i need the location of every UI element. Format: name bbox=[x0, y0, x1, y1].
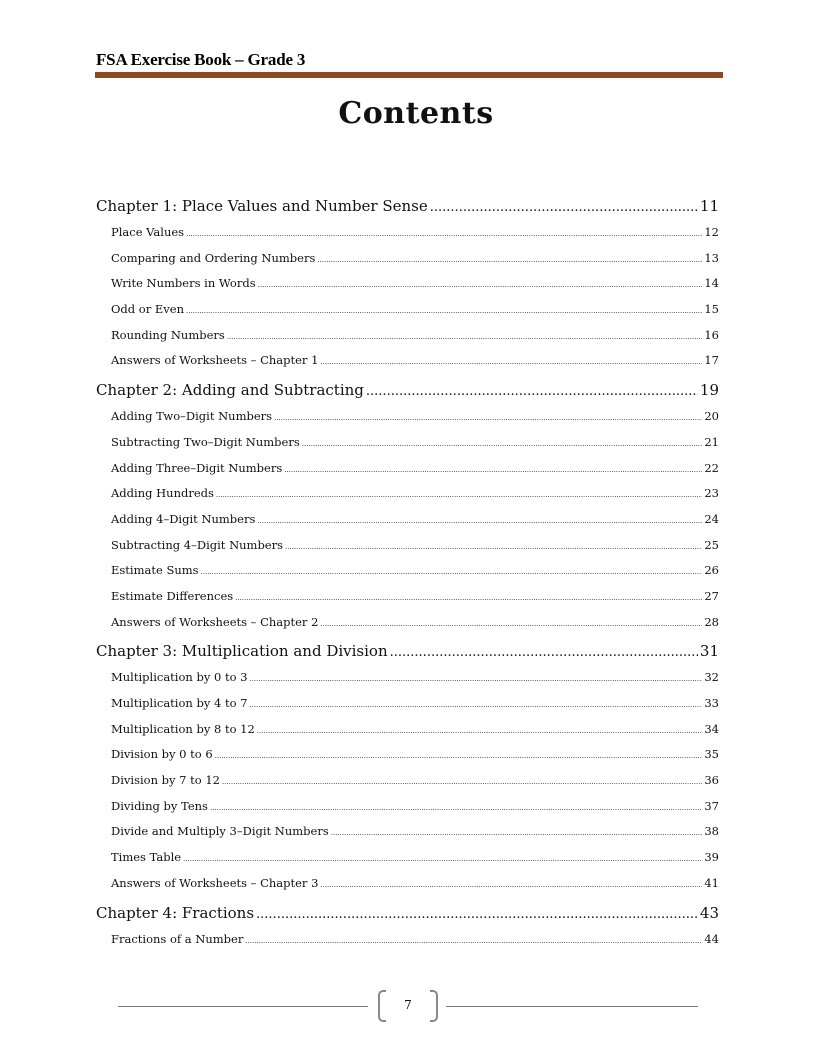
page-number-bracket-right bbox=[430, 990, 438, 1022]
toc-section-entry[interactable] bbox=[111, 615, 719, 641]
toc-section-title: Dividing by Tens bbox=[111, 798, 208, 813]
toc-section-title: Divide and Multiply 3–Digit Numbers bbox=[111, 824, 329, 839]
toc-section-page: 22 bbox=[704, 460, 719, 475]
toc-section-page: 35 bbox=[704, 747, 719, 762]
toc-section-entry[interactable] bbox=[111, 589, 719, 615]
toc-section-entry[interactable] bbox=[111, 328, 719, 354]
toc-section-entry[interactable] bbox=[111, 225, 719, 251]
toc-section-page: 28 bbox=[704, 614, 719, 629]
toc-section-page: 25 bbox=[704, 537, 719, 552]
toc-chapter-title: Chapter 3: Multiplication and Division bbox=[96, 642, 388, 661]
toc-leader-dots bbox=[257, 517, 702, 525]
toc-leader-dots bbox=[302, 440, 703, 448]
toc-section-page: 23 bbox=[704, 486, 719, 501]
toc-section-entry[interactable] bbox=[111, 486, 719, 512]
toc-section-entry[interactable] bbox=[111, 302, 719, 328]
toc-section-page: 36 bbox=[704, 773, 719, 788]
toc-section-page: 26 bbox=[704, 563, 719, 578]
running-header-title: FSA Exercise Book – Grade 3 bbox=[96, 50, 306, 69]
toc-section-title: Times Table bbox=[111, 850, 182, 865]
toc-section-entry[interactable] bbox=[111, 353, 719, 379]
toc-section-entry[interactable] bbox=[111, 773, 719, 799]
toc-leader-dots bbox=[216, 491, 702, 499]
toc-section-entry[interactable] bbox=[111, 824, 719, 850]
toc-leader-dots bbox=[256, 907, 698, 922]
toc-section-title: Place Values bbox=[111, 225, 185, 239]
toc-leader-dots bbox=[235, 594, 702, 602]
toc-leader-dots bbox=[366, 384, 698, 399]
toc-leader-dots bbox=[284, 466, 702, 474]
toc-leader-dots bbox=[390, 645, 698, 660]
toc-section-entry[interactable] bbox=[111, 850, 719, 876]
toc-chapter-entry[interactable] bbox=[96, 902, 719, 932]
toc-section-page: 13 bbox=[704, 250, 719, 265]
toc-section-title: Division by 7 to 12 bbox=[111, 773, 220, 788]
toc-section-entry[interactable] bbox=[111, 563, 719, 589]
toc-section-title: Fractions of a Number bbox=[111, 931, 244, 946]
toc-section-title: Answers of Worksheets – Chapter 2 bbox=[111, 614, 319, 629]
toc-section-title: Multiplication by 8 to 12 bbox=[111, 721, 255, 736]
toc-leader-dots bbox=[183, 855, 702, 863]
toc-chapter-entry[interactable] bbox=[96, 379, 719, 409]
toc-section-title: Multiplication by 4 to 7 bbox=[111, 696, 248, 710]
toc-section-entry[interactable] bbox=[111, 696, 719, 722]
toc-leader-dots bbox=[331, 829, 703, 837]
toc-chapter-entry[interactable] bbox=[96, 640, 719, 670]
toc-section-title: Adding Three–Digit Numbers bbox=[111, 460, 283, 475]
toc-section-page: 14 bbox=[704, 276, 719, 291]
toc-section-title: Odd or Even bbox=[111, 302, 184, 317]
toc-section-page: 17 bbox=[704, 353, 719, 368]
toc-section-page: 16 bbox=[704, 327, 719, 342]
toc-section-entry[interactable] bbox=[111, 670, 719, 696]
toc-section-entry[interactable] bbox=[111, 409, 719, 435]
toc-section-entry[interactable] bbox=[111, 538, 719, 564]
toc-leader-dots bbox=[201, 568, 703, 576]
toc-section-page: 38 bbox=[704, 824, 719, 839]
toc-section-page: 33 bbox=[704, 696, 719, 710]
toc-section-page: 21 bbox=[704, 434, 719, 449]
toc-section-page: 41 bbox=[704, 875, 719, 890]
toc-section-title: Subtracting 4–Digit Numbers bbox=[111, 537, 284, 552]
toc-section-title: Answers of Worksheets – Chapter 3 bbox=[111, 875, 319, 890]
toc-section-title: Multiplication by 0 to 3 bbox=[111, 670, 248, 685]
toc-leader-dots bbox=[227, 333, 703, 341]
toc-chapter-page: 11 bbox=[699, 197, 719, 215]
toc-section-page: 34 bbox=[704, 721, 719, 736]
toc-chapter-title: Chapter 2: Adding and Subtracting bbox=[96, 381, 364, 400]
toc-leader-dots bbox=[186, 307, 702, 315]
toc-section-page: 44 bbox=[704, 931, 719, 946]
toc-section-entry[interactable] bbox=[111, 251, 719, 277]
toc-section-entry[interactable] bbox=[111, 876, 719, 902]
page-number-bracket-left bbox=[378, 990, 386, 1022]
toc-chapter-page: 43 bbox=[699, 903, 719, 922]
toc-section-page: 20 bbox=[704, 409, 719, 424]
footer-rule-left bbox=[118, 1006, 368, 1007]
toc-section-title: Write Numbers in Words bbox=[111, 276, 256, 291]
toc-chapter-page: 19 bbox=[699, 381, 719, 400]
toc-section-title: Adding 4–Digit Numbers bbox=[111, 511, 256, 526]
toc-section-page: 27 bbox=[704, 588, 719, 603]
toc-section-title: Estimate Differences bbox=[111, 588, 234, 603]
footer-rule-right bbox=[446, 1006, 698, 1007]
toc-leader-dots bbox=[210, 804, 702, 812]
toc-section-page: 15 bbox=[704, 302, 719, 317]
toc-section-title: Estimate Sums bbox=[111, 563, 199, 578]
toc-section-entry[interactable] bbox=[111, 799, 719, 825]
toc-section-title: Subtracting Two–Digit Numbers bbox=[111, 434, 300, 449]
header-rule bbox=[95, 72, 723, 78]
toc-leader-dots bbox=[186, 230, 702, 238]
toc-section-page: 32 bbox=[704, 670, 719, 685]
toc-leader-dots bbox=[222, 778, 702, 786]
toc-section-page: 24 bbox=[704, 511, 719, 526]
toc-leader-dots bbox=[320, 358, 702, 366]
toc-chapter-title: Chapter 1: Place Values and Number Sense bbox=[96, 197, 428, 215]
toc-section-title: Answers of Worksheets – Chapter 1 bbox=[111, 353, 319, 368]
toc-leader-dots bbox=[249, 701, 702, 709]
page-number: 7 bbox=[404, 998, 412, 1012]
toc-leader-dots bbox=[285, 543, 702, 551]
page-title: Contents bbox=[338, 96, 494, 131]
toc-section-entry[interactable] bbox=[111, 747, 719, 773]
toc-leader-dots bbox=[249, 675, 702, 683]
toc-chapter-page: 31 bbox=[699, 642, 719, 661]
toc-section-entry[interactable] bbox=[111, 932, 719, 958]
toc-section-title: Adding Hundreds bbox=[111, 486, 214, 501]
toc-chapter-entry[interactable] bbox=[96, 195, 719, 225]
toc-section-page: 37 bbox=[704, 798, 719, 813]
toc-leader-dots bbox=[258, 281, 703, 289]
toc-section-entry[interactable] bbox=[111, 276, 719, 302]
table-of-contents bbox=[96, 195, 719, 957]
toc-section-title: Rounding Numbers bbox=[111, 327, 225, 342]
toc-section-title: Division by 0 to 6 bbox=[111, 747, 213, 762]
toc-chapter-title: Chapter 4: Fractions bbox=[96, 903, 255, 922]
toc-section-page: 39 bbox=[704, 850, 719, 865]
toc-leader-dots bbox=[215, 752, 703, 760]
toc-section-entry[interactable] bbox=[111, 512, 719, 538]
toc-section-page: 12 bbox=[704, 225, 719, 239]
toc-leader-dots bbox=[320, 620, 702, 628]
toc-section-entry[interactable] bbox=[111, 461, 719, 487]
toc-section-title: Adding Two–Digit Numbers bbox=[111, 409, 273, 424]
toc-section-title: Comparing and Ordering Numbers bbox=[111, 250, 316, 265]
toc-section-entry[interactable] bbox=[111, 435, 719, 461]
toc-leader-dots bbox=[274, 414, 702, 422]
toc-leader-dots bbox=[257, 727, 703, 735]
toc-leader-dots bbox=[245, 937, 702, 945]
toc-leader-dots bbox=[320, 881, 702, 889]
toc-leader-dots bbox=[317, 256, 702, 264]
toc-section-entry[interactable] bbox=[111, 722, 719, 748]
toc-leader-dots bbox=[430, 200, 698, 215]
